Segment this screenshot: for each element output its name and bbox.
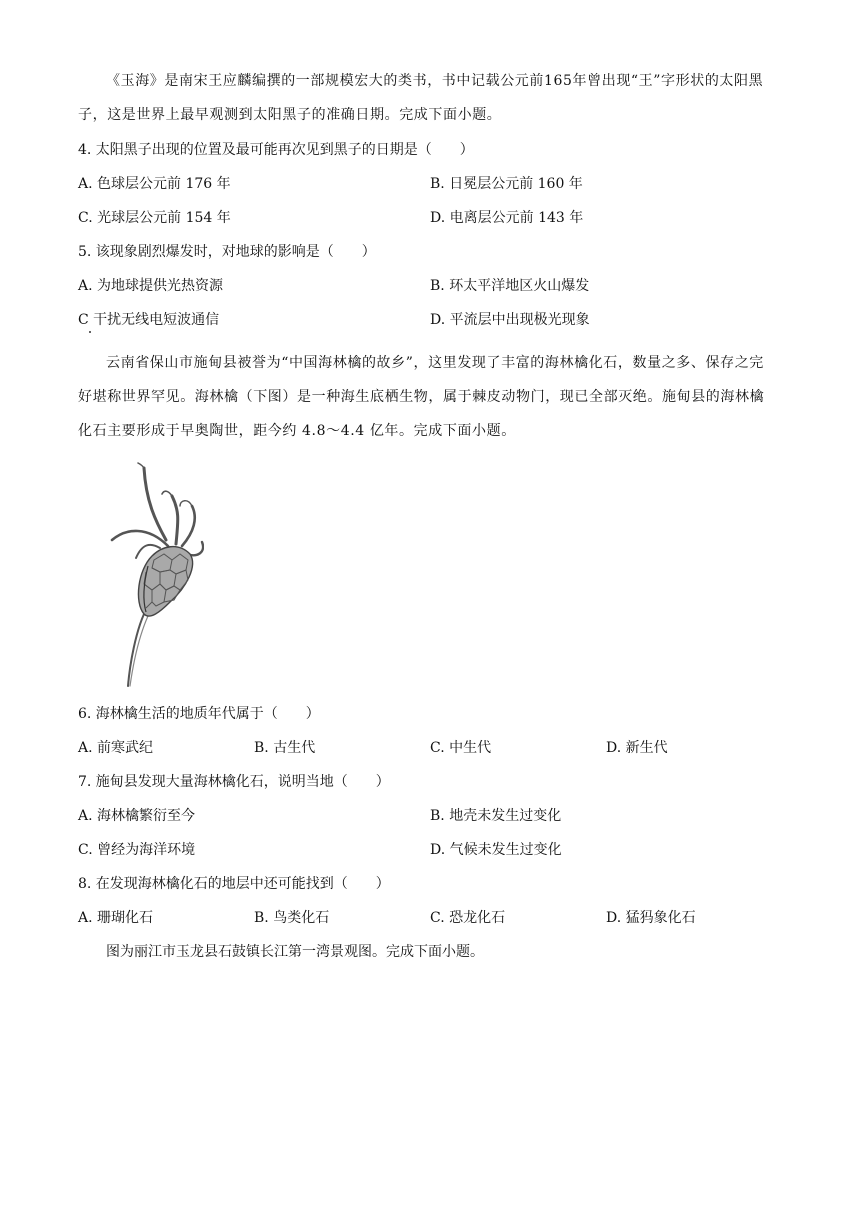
question-7-option-a[interactable]: A. 海林檎繁衍至今 xyxy=(78,808,196,824)
question-8-option-a[interactable]: A. 珊瑚化石 xyxy=(78,910,154,926)
question-4-option-b[interactable]: B. 日冕层公元前 160 年 xyxy=(430,176,583,192)
question-8-option-b[interactable]: B. 鸟类化石 xyxy=(254,910,330,926)
question-7-option-c[interactable]: C. 曾经为海洋环境 xyxy=(78,842,196,858)
passage-hailinqin: 云南省保山市施甸县被誉为“中国海林檎的故乡”，这里发现了丰富的海林檎化石，数量之多、保存之完好堪称世界罕见。海林檎（下图）是一种海生底栖生物，属于棘皮动物门，现已全部灭绝。施甸县的海林檎化石主要形成于早奥陶世，距今约 4.8～4.4 亿年。完成下面小题。 xyxy=(78,355,765,439)
question-5-stem: 5. 该现象剧烈爆发时，对地球的影响是（ ） xyxy=(78,244,376,260)
stray-dot xyxy=(89,331,91,333)
question-6-option-b[interactable]: B. 古生代 xyxy=(254,740,316,756)
question-5-option-c[interactable]: C 干扰无线电短波通信 xyxy=(78,312,220,328)
hailinqin-figure xyxy=(108,462,204,688)
passage-yuhai: 《玉海》是南宋王应麟编撰的一部规模宏大的类书，书中记载公元前165年曾出现“王”字形状的太阳黑子，这是世界上最早观测到太阳黑子的准确日期。完成下面小题。 xyxy=(78,73,764,123)
question-5-option-d[interactable]: D. 平流层中出现极光现象 xyxy=(430,312,590,328)
question-7-option-b[interactable]: B. 地壳未发生过变化 xyxy=(430,808,562,824)
question-8-stem: 8. 在发现海林檎化石的地层中还可能找到（ ） xyxy=(78,876,390,892)
question-5-option-b[interactable]: B. 环太平洋地区火山爆发 xyxy=(430,278,590,294)
question-4-stem: 4. 太阳黑子出现的位置及最可能再次见到黑子的日期是（ ） xyxy=(78,142,474,158)
question-6-option-c[interactable]: C. 中生代 xyxy=(430,740,492,756)
question-6-stem: 6. 海林檎生活的地质年代属于（ ） xyxy=(78,706,320,722)
question-4-option-c[interactable]: C. 光球层公元前 154 年 xyxy=(78,210,231,226)
question-8-option-c[interactable]: C. 恐龙化石 xyxy=(430,910,506,926)
question-4-option-d[interactable]: D. 电离层公元前 143 年 xyxy=(430,210,584,226)
question-6-option-d[interactable]: D. 新生代 xyxy=(606,740,668,756)
question-4-option-a[interactable]: A. 色球层公元前 176 年 xyxy=(78,176,231,192)
question-5-option-a[interactable]: A. 为地球提供光热资源 xyxy=(78,278,224,294)
question-7-option-d[interactable]: D. 气候未发生过变化 xyxy=(430,842,562,858)
passage-first-bend: 图为丽江市玉龙县石鼓镇长江第一湾景观图。完成下面小题。 xyxy=(106,944,484,960)
question-6-option-a[interactable]: A. 前寒武纪 xyxy=(78,740,154,756)
question-8-option-d[interactable]: D. 猛犸象化石 xyxy=(606,910,696,926)
question-7-stem: 7. 施甸县发现大量海林檎化石，说明当地（ ） xyxy=(78,774,390,790)
